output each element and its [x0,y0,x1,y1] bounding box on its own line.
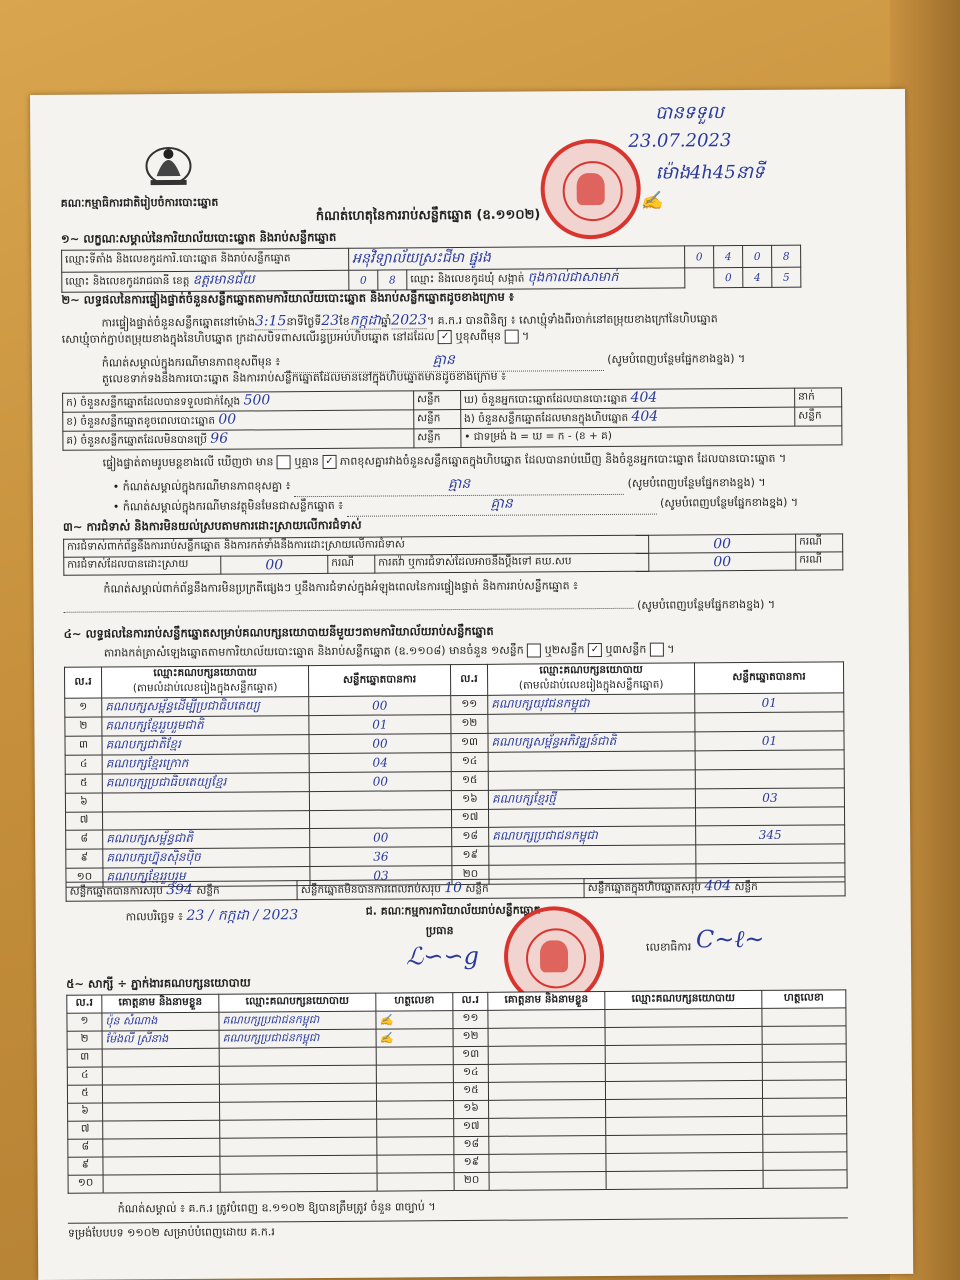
witness-no: ៨ [68,1139,103,1157]
result-no: ១៧ [451,809,488,827]
witness-no: ១៧ [454,1118,489,1136]
party-votes: 01 [309,715,451,735]
chair-label: ប្រធាន [425,924,454,938]
party-name: គណបក្សសម្ព័ន្ធដើម្បីប្រជាធិបតេយ្យ [102,697,309,717]
form-title: កំណត់ហេតុនៃការរាប់សន្លឹកឆ្នោត (ឧ.១១០២) [315,207,541,225]
witness-no: ៦ [68,1103,103,1121]
witness-party: គណបក្សប្រជាជនកម្ពុជា [219,1011,376,1030]
location-code-digit: 0 [685,246,714,268]
witness-party [220,1137,377,1156]
spoiled-value: 00 [218,411,237,428]
party-name [488,751,695,771]
witness-no: ១២ [453,1028,488,1046]
result-no: ៣ [65,736,102,755]
witness-no: ១៤ [453,1064,488,1082]
witness-no: ៥ [67,1085,102,1103]
seal-check-line: សោឃ្មុំចាក់ភ្ជាប់តម្រុយខាងក្នុងនៃហិបឆ្នោត ក្រដាសបិទពាសលើរន្ធប្រអប់ហិបឆ្នោត នៅដដែល ✓ ឬខុសពីមុន ។ [61,329,530,346]
witness-party: គណបក្សប្រជាជនកម្ពុជា [219,1029,376,1048]
witness-signature [763,1134,847,1153]
witness-signature [376,1047,453,1066]
received-note: បានទទួល [655,102,724,124]
witness-signature [762,1044,846,1063]
party-name: គណបក្សសម្ព័ន្ធជាតិ [103,829,310,849]
total-invalid-value: 10 [444,880,463,897]
diff-note-value: គ្មាន [294,473,624,497]
section4-heading: ៤~ លទ្ធផលនៃការរាប់សន្លឹកឆ្នោតសម្រាប់គណបក្សនយោបាយនីមួយៗតាមការិយាល័យរាប់សន្លឹកឆ្នោត [63,623,494,641]
party-name: គណបក្សខ្មែររួបរួមជាតិ [102,716,309,736]
totals-table [65,876,845,901]
result-no: ៤ [65,755,102,774]
object-note-line: • កំណត់សម្គាល់ក្នុងករណីមានវត្ថុមិនមែនជាសន្លឹកឆ្នោត ៖ គ្មាន (សូមបំពេញបន្ថែមផ្នែកខាងខ្នង) ។ [113,492,798,519]
witness-no: ១៦ [454,1100,489,1118]
witness-name [489,1136,606,1155]
national-emblem-icon [138,136,198,190]
verify-year: 2023 [391,312,427,329]
witness-name [488,1010,605,1029]
date-line: កាលបរិច្ឆេទ ៖ 23 / កក្កដា / 2023 [125,907,299,924]
party-name [103,811,310,830]
commune-code-digit: 0 [714,268,743,288]
date-value: 23 / កក្កដា / 2023 [186,907,299,924]
witness-no: ៩ [68,1157,103,1175]
witness-party [220,1155,377,1174]
party-name: គណបក្សហ្វ៊ុនស៊ិនប៉ិច [103,848,310,868]
party-name: គណបក្សសម្ព័ន្ធអភិវឌ្ឍន៍ជាតិ [488,732,695,752]
witness-name: ម៉ែងលី ស្រីនាង [102,1030,219,1049]
committee-label: ជ. គណៈកម្មការការិយាល័យរាប់សន្លឹកឆ្នោត [365,903,541,918]
province-label: ឈ្មោះ និងលេខកូដរាជធានី ខេត្ត ឧត្តរមានជ័យ [62,270,349,292]
table-row: សន្លឹកឆ្នោតបានការសរុប 394 សន្លឹក សន្លឹកឆ្នោតមិនបានការពេលរាប់សរុប 10 សន្លឹក សន្លឹកឆ្នោតក្នុងហិបឆ្នោតសរុប 404 សន្លឹក [66,877,845,901]
footer-divider [68,1217,848,1223]
witness-party [220,1119,377,1138]
witness-party [605,1062,762,1081]
witness-no: ២០ [454,1172,489,1190]
witness-signature [762,1080,846,1099]
unused-value: 96 [210,430,229,447]
witness-name [488,1046,605,1065]
witness-signature [377,1173,454,1192]
party-votes: 03 [310,866,452,886]
received-time: ម៉ោង4h45នាទី [655,161,765,184]
section2-heading: ២~ លទ្ធផលនៃការផ្ទៀងផ្ទាត់ចំនួនសន្លឹកឆ្នោតតាមការិយាល័យបោះឆ្នោត និងរាប់សន្លឹកឆ្នោតដូចខាងក្រោម ៖ [61,289,514,307]
commune-label: ឈ្មោះ និងលេខកូដឃុំ សង្កាត់ ចុងកាល់ជាសាមាក់ [407,268,685,290]
party-name [488,808,695,827]
party-votes [695,712,844,732]
witness-signature [762,1062,846,1081]
three-sheet-checkbox[interactable] [650,643,664,657]
commune-value: ចុងកាល់ជាសាមាក់ [527,269,619,286]
result-no: ៩ [66,849,103,868]
formula-check-line: ផ្ទៀងផ្ទាត់តាមរូបមន្តខាងលើ ឃើញថា មាន ឬគ្មាន ✓ ភាពខុសគ្នារវាងចំនួនសន្លឹកឆ្នោតក្នុងហិបឆ្នោត ដែលបានរាប់ឃើញ និងចំនួនអ្នកបោះឆ្នោត ដែលបានបោះឆ្នោត ។ [102,451,787,470]
location-label: ឈ្មោះទីតាំង និងលេខកូដការិ.បោះឆ្នោត និងរាប់សន្លឹកឆ្នោត [62,248,349,272]
voters-value: 404 [630,389,658,406]
official-stamp-top [540,139,641,240]
witness-name [489,1154,606,1173]
result-no: ៥ [65,774,102,793]
location-code-digit: 8 [772,245,801,267]
party-votes: 01 [695,693,844,713]
witness-name [103,1156,220,1175]
location-code-digit: 4 [714,246,743,268]
result-no: ១៨ [452,827,489,846]
complaints-value: 00 [649,534,796,553]
witness-no: ១ [67,1013,102,1031]
party-votes: 36 [310,847,452,867]
witness-no: ៧ [68,1121,103,1139]
result-no: ១៦ [451,790,488,809]
party-votes [310,810,452,829]
witness-no: ១៨ [454,1136,489,1154]
section1-table [61,245,801,293]
object-note-value: គ្មាន [347,493,657,517]
witness-party [219,1047,376,1066]
witness-party [219,1065,376,1084]
table-row: គ) ចំនួនសន្លឹកឆ្នោតដែលមិនបានប្រើ 96 សន្លឹក • ជាទម្រង់ ង = ឃ = ក - (ខ + គ) [63,426,842,450]
witness-name [103,1120,220,1139]
commune-code-digit: 4 [743,267,772,287]
received-signature: ✍ [640,190,664,212]
witness-signature [377,1137,454,1156]
witness-party [606,1152,763,1171]
witness-table: ល.រ គោត្តនាម និងនាមខ្លួន ឈ្មោះគណបក្សនយោបាយ ហត្ថលេខា ល.រ គោត្តនាម និងនាមខ្លួន ឈ្មោះគណបក្សនយោបាយ ហត្ថលេខា ១ ប៉ុន សំណាង គណបក្សប្រជាជនកម្ពុជា ✍ ១១ ២ ម៉ែងលី ស្រីនាង គណបក្សប្រជាជនកម្ពុជា ✍ ១២ ៣ ១៣ ៤ ១៤ ៥ ១៥ ៦ ១៦ ៧ ១៧ ៨ ១៨ ៩ ១៩ ១០ ២០ [66,989,847,1193]
ballot-figures-intro: តួលេខទាក់ទងនឹងការបោះឆ្នោត និងការរាប់សន្លឹកឆ្នោតដែលមាននៅក្នុងហិបឆ្នោតមានដូចខាងក្រោម ៖ [101,369,507,386]
section1-heading: ១~ លក្ខណៈសម្គាល់នៃការិយាល័យបោះឆ្នោត និងរាប់សន្លឹកឆ្នោត [60,229,337,246]
party-votes: 00 [309,734,451,754]
party-votes [309,791,451,811]
witness-no: ៣ [67,1049,102,1067]
party-name [488,713,695,733]
witness-name [103,1138,220,1157]
witness-no: ២ [67,1031,102,1049]
witness-signature: ✍ [376,1011,453,1030]
party-name: គណបក្សខ្មែរថ្មី [488,789,695,809]
party-votes: 345 [696,825,845,845]
form-paper [30,89,913,1280]
witness-party [605,1026,762,1045]
party-votes [695,807,844,826]
resolved-value: 00 [221,555,328,574]
witness-name [103,1174,220,1193]
witness-party [606,1134,763,1153]
total-box-value: 404 [704,878,732,895]
irregularity-note: កំណត់សម្គាល់ពាក់ព័ន្ធនឹងការមិនប្រក្រតីផ្សេងៗ ឬនឹងការជំទាស់ក្នុងអំឡុងពេលនៃការផ្ទៀងផ្ទាត់ និងការរាប់សន្លឹកឆ្នោត ៖ [103,579,578,596]
diff-note-line: • កំណត់សម្គាល់ក្នុងករណីមានភាពខុសគ្នា ៖ គ្មាន (សូមបំពេញបន្ថែមផ្នែកខាងខ្នង) ។ [113,472,766,499]
result-no: ៨ [66,830,103,849]
witness-party [605,1008,762,1027]
witness-no: ១៣ [453,1046,488,1064]
party-votes: 00 [309,772,451,792]
witness-name [103,1102,220,1121]
party-name: គណបក្សយុវជនកម្ពុជា [488,694,695,714]
party-name: គណបក្សជាតិខ្មែរ [102,735,309,755]
witness-party [606,1170,763,1189]
location-value: អនុវិទ្យាល័យស្រះជីមា ផ្នូរង [349,246,685,270]
different-checkbox[interactable] [504,330,518,344]
ballot-figures-table [62,387,842,450]
result-no: ២០ [452,865,489,884]
province-code-digit: 8 [378,270,407,290]
table-row: ការជំទាស់ពាក់ព័ន្ធនឹងការរាប់សន្លឹកឆ្នោត និងការកត់ទាំងនឹងការដោះស្រាយលើការជំទាស់ 00 ករណី [64,534,843,557]
province-value: ឧត្តរមានជ័យ [192,272,255,288]
party-name: គណបក្សខ្មែររួបរួម [103,867,310,887]
table-row: ខ) ចំនួនសន្លឹកឆ្នោតខូចពេលបោះឆ្នោត 00 សន្លឹក ង) ចំនួនសន្លឹកឆ្នោតដែលមានក្នុងហិបឆ្នោត 404 សន្លឹក [63,407,842,431]
witness-signature [377,1119,454,1138]
witness-no: ៤ [67,1067,102,1085]
no-diff-checkbox[interactable]: ✓ [322,455,336,469]
party-name [489,845,696,865]
result-no: ១៤ [451,752,488,771]
party-name [102,792,309,812]
witness-signature [376,1065,453,1084]
witness-signature [377,1155,454,1174]
witness-name [489,1100,606,1119]
party-results-table: ល.រ ឈ្មោះគណបក្សនយោបាយ (តាមលំដាប់លេខរៀងក្នុងសន្លឹកឆ្នោត) សន្លឹកឆ្នោតបានការ ល.រ ឈ្មោះគណបក្សនយោបាយ (តាមលំដាប់លេខរៀងក្នុងសន្លឹកឆ្នោត) សន្លឹកឆ្នោតបានការ ១ គណបក្សសម្ព័ន្ធដើម្បីប្រជាធិបតេយ្យ 00 ១១ គណបក្សយុវជនកម្ពុជា 01 ២ គណបក្សខ្មែររួបរួមជាតិ 01 ១២ ៣ គណបក្សជាតិខ្មែរ 00 ១៣ គណបក្សសម្ព័ន្ធអភិវឌ្ឍន៍ជាតិ 01 ៤ គណបក្សខ្មែរក្រោក 04 ១៤ ៥ គណបក្សប្រជាធិបតេយ្យខ្មែរ 00 ១៥ ៦ ១៦ គណបក្សខ្មែរថ្មី 03 ៧ ១៧ ៨ គណបក្សសម្ព័ន្ធជាតិ 00 ១៨ គណបក្សប្រជាជនកម្ពុជា 345 ៩ គណបក្សហ្វ៊ុនស៊ិនប៉ិច 36 ១៩ ១០ គណបក្សខ្មែររួបរួម 03 ២០ [64,661,846,887]
location-code-digit: 0 [743,245,772,267]
difference-note-line: កំណត់សម្គាល់ក្នុងករណីមានភាពខុសពីមុន ៖ គ្មាន (សូមបំពេញបន្ថែមផ្នែកខាងខ្នង) ។ [102,347,882,374]
party-name: គណបក្សប្រជាជនកម្ពុជា [489,826,696,846]
party-votes: 03 [695,788,844,808]
party-votes [695,750,844,770]
one-sheet-checkbox[interactable] [527,643,541,657]
witness-no: ១០ [68,1175,103,1193]
witness-signature [376,1083,453,1102]
chair-signature: ℒ∽∽g [405,941,479,971]
table-row: ការជំទាស់ដែលបានដោះស្រាយ 00 ករណី ការតវ៉ា ឬការជំទាស់ដែលអាចនឹងប្តឹងទៅ គឃ.សប 00 ករណី [64,552,843,575]
witness-party [220,1173,377,1192]
witness-party [605,1080,762,1099]
witness-party [605,1044,762,1063]
witness-party [606,1116,763,1135]
irregularity-fill-line: (សូមបំពេញបន្ថែមផ្នែកខាងខ្នង) ។ [64,597,844,618]
result-no: ១៥ [451,771,488,790]
witness-name [102,1084,219,1103]
tally-sheet-line: តារាងកត់ត្រាសំឡេងឆ្នោតតាមការិយាល័យបោះឆ្នោត និងរាប់សន្លឹកឆ្នោត (ឧ.១១០៨) មានចំនួន ១សន្លឹក ឬ២សន្លឹក ✓ ឬ៣សន្លឹក ។ [103,642,675,660]
result-no: ២ [65,717,102,736]
witness-party [219,1083,376,1102]
footnote: កំណត់សម្គាល់ ៖ គ.ក.រ ត្រូវបំពេញ ឧ.១១០២ ឱ្យបានត្រឹមត្រូវ ចំនួន ៣ច្បាប់ ។ [117,1200,436,1216]
party-votes: 01 [695,731,844,751]
commune-code-digit: 5 [772,267,801,287]
result-no: ១២ [451,714,488,733]
ballots-in-box-value: 404 [631,408,659,425]
complaints-table [63,533,843,575]
witness-name [488,1064,605,1083]
witness-no: ១៩ [454,1154,489,1172]
witness-name [488,1082,605,1101]
result-no: ១០ [66,868,103,887]
ballots-received-value: 500 [243,392,271,409]
witness-name [102,1048,219,1067]
witness-party [606,1098,763,1117]
verify-time: 3:15 [254,313,287,330]
table-row: ក) ចំនួនសន្លឹកឆ្នោតដែលបានទទួលជាក់ស្តែង 500 សន្លឹក ឃ) ចំនួនអ្នកបោះឆ្នោតដែលបានបោះឆ្នោត 404 នាក់ [63,388,842,412]
verify-month: កក្កដា [349,312,381,329]
received-date: 23.07.2023 [628,130,732,152]
witness-signature [762,1026,846,1045]
party-votes: 04 [309,753,451,773]
result-no: ១៩ [452,846,489,865]
party-votes [695,769,844,789]
two-sheet-checkbox[interactable]: ✓ [588,643,602,657]
party-votes [696,844,845,864]
witness-name [489,1172,606,1191]
party-votes: 00 [309,696,451,716]
verification-line: ការផ្ទៀងផ្ទាត់ចំនួនសន្លឹកឆ្នោតនៅម៉ោង3:15នាទីថ្ងៃទី23ខែកក្កដាឆ្នាំ2023។ គ.ក.រ បានពិនិត្យ ៖ សោឃ្មុំទាំងពីរចាក់នៅតម្រុយខាងក្រៅនៃហិបឆ្នោត [101,312,718,330]
difference-note-value: គ្មាន [284,349,604,373]
party-name: គណបក្សខ្មែរក្រោក [102,754,309,774]
witness-signature [762,1008,846,1027]
witness-name [488,1028,605,1047]
secretary-signature: C∼ℓ∼ [695,924,765,954]
witness-name [102,1066,219,1085]
result-no: ១៣ [451,733,488,752]
party-name [488,770,695,790]
total-valid-value: 394 [166,881,193,899]
witness-signature [763,1098,847,1117]
result-no: ៧ [66,812,103,830]
witness-no: ១១ [453,1010,488,1028]
appeals-value: 00 [649,552,796,571]
witness-name: ប៉ុន សំណាង [102,1012,219,1031]
form-footer: ទម្រង់បែបបទ ១១០២ សម្រាប់បំពេញដោយ គ.ក.រ [67,1225,275,1240]
province-code-digit: 0 [349,270,378,290]
verify-day: 23 [321,312,340,329]
result-no: ៦ [65,793,102,812]
section3-heading: ៣~ ការជំទាស់ និងការមិនយល់ស្របតាមការដោះស្រាយលើការជំទាស់ [62,517,362,534]
witness-signature [763,1152,847,1171]
party-votes: 00 [310,828,452,848]
witness-signature [763,1116,847,1135]
result-no: ១ [65,698,102,717]
witness-signature [377,1101,454,1120]
secretary-label: លេខាធិការ [645,940,692,954]
party-name: គណបក្សប្រជាធិបតេយ្យខ្មែរ [102,773,309,793]
committee-name: គណៈកម្មាធិការជាតិរៀបចំការបោះឆ្នោត [60,195,219,210]
has-diff-checkbox[interactable] [277,455,291,469]
witness-no: ១៥ [453,1082,488,1100]
witness-signature [763,1170,847,1189]
result-no: ១១ [451,695,488,714]
same-checkbox[interactable]: ✓ [438,330,452,344]
witness-signature: ✍ [376,1029,453,1048]
witness-name [489,1118,606,1137]
witness-party [220,1101,377,1120]
section5-heading: ៥~ សាក្សី ÷ ភ្នាក់ងារគណបក្សនយោបាយ [66,975,251,991]
